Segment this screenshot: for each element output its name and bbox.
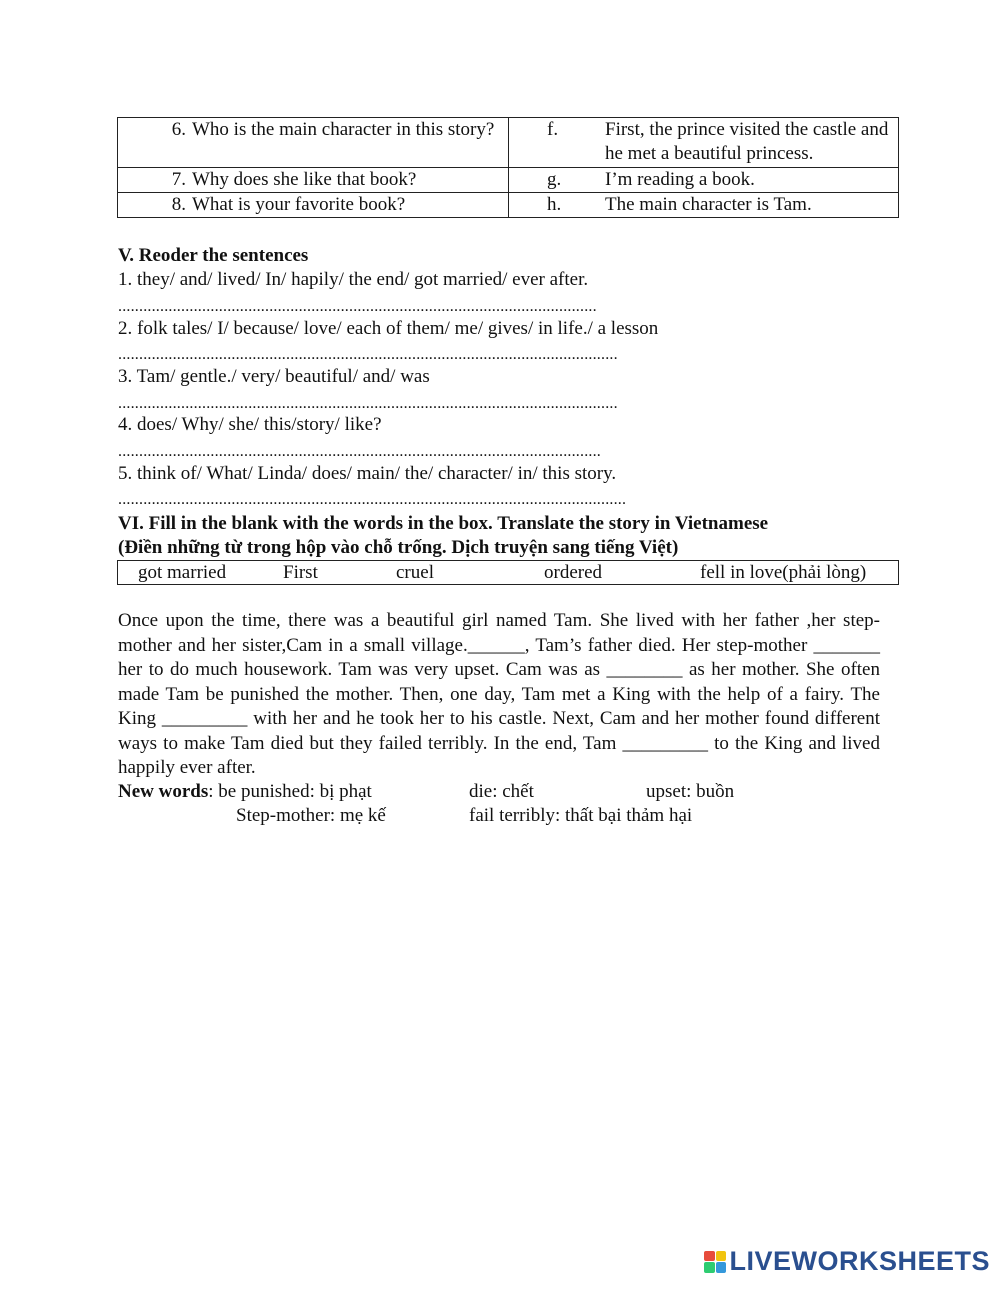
vocab-upset: upset: buồn: [646, 781, 735, 802]
vocab-be-punished: : be punished: bị phạt: [208, 781, 372, 802]
word-cruel: cruel: [396, 562, 434, 583]
question-number: 6.: [171, 119, 186, 140]
section-v-title: V. Reoder the sentences: [118, 245, 309, 266]
answer-letter: f.: [547, 119, 559, 140]
answer-line-2[interactable]: .......................................................................................................................: [118, 346, 618, 363]
section-vi-title: VI. Fill in the blank with the words in the box. Translate the story in Vietnamese: [118, 513, 769, 534]
answer-text: First, the prince visited the castle and he met a beautiful princess.: [605, 119, 889, 164]
reorder-item-2: 2. folk tales/ I/ because/ love/ each of them/ me/ gives/ in life./ a lesson: [118, 318, 659, 339]
liveworksheets-logo: [704, 1246, 990, 1277]
section-vi-subtitle: (Điền những từ trong hộp vào chỗ trống. Dịch truyện sang tiếng Việt): [118, 537, 679, 558]
vocab-fail-terribly: fail terribly: thất bại thảm hại: [469, 805, 693, 826]
table-row: [118, 168, 899, 193]
answer-letter: g.: [547, 169, 562, 190]
word-box: [117, 560, 899, 585]
question-text: Who is the main character in this story?: [192, 119, 495, 140]
word-ordered: ordered: [544, 562, 603, 583]
table-row: [118, 193, 899, 218]
new-words-label: New words: [118, 781, 209, 802]
story-paragraph: [118, 609, 880, 781]
word-fell-in-love: fell in love(phải lòng): [700, 562, 867, 583]
table-row: [118, 118, 899, 168]
new-words-row-1: [118, 780, 372, 804]
answer-line-1[interactable]: ..................................................................................................................: [118, 298, 597, 315]
question-number: 8.: [171, 194, 186, 215]
word-first: First: [283, 562, 318, 583]
question-text: What is your favorite book?: [192, 194, 406, 215]
logo-text: LIVEWORKSHEETS: [729, 1246, 990, 1276]
word-got-married: got married: [138, 562, 227, 583]
answer-line-3[interactable]: .......................................................................................................................: [118, 395, 618, 412]
answer-line-5[interactable]: .........................................................................................................................: [118, 491, 627, 508]
logo-grid-icon: [704, 1251, 726, 1273]
reorder-item-3: 3. Tam/ gentle./ very/ beautiful/ and/ was: [118, 366, 430, 387]
question-text: Why does she like that book?: [192, 169, 417, 190]
reorder-item-1: 1. they/ and/ lived/ In/ hapily/ the end/ got married/ ever after.: [118, 269, 589, 290]
question-number: 7.: [171, 169, 186, 190]
answer-text: I’m reading a book.: [605, 169, 755, 190]
answer-text: The main character is Tam.: [605, 194, 812, 215]
reorder-item-4: 4. does/ Why/ she/ this/story/ like?: [118, 414, 382, 435]
story-text: Once upon the time, there was a beautiful girl named Tam. She lived with her father ,her step-mother and her sister,Cam in a small village.______, Tam’s father died. Her step-mother _______ her to do much housework. Tam was very upset. Cam was as ________ as her mother. She often made Tam be punished the mother. Then, one day, Tam met a King with the help of a fairy. The King _________ with her and he took her to his castle. Next, Cam and her mother found different ways to make Tam died but they failed terribly. In the end, Tam _________ to the King and lived happily ever after.: [118, 610, 880, 778]
matching-table: [117, 117, 899, 218]
reorder-item-5: 5. think of/ What/ Linda/ does/ main/ the/ character/ in/ this story.: [118, 463, 617, 484]
answer-line-4[interactable]: ...................................................................................................................: [118, 443, 601, 460]
vocab-step-mother: Step-mother: mẹ kế: [236, 805, 386, 826]
answer-letter: h.: [547, 194, 562, 215]
vocab-die: die: chết: [469, 781, 534, 802]
